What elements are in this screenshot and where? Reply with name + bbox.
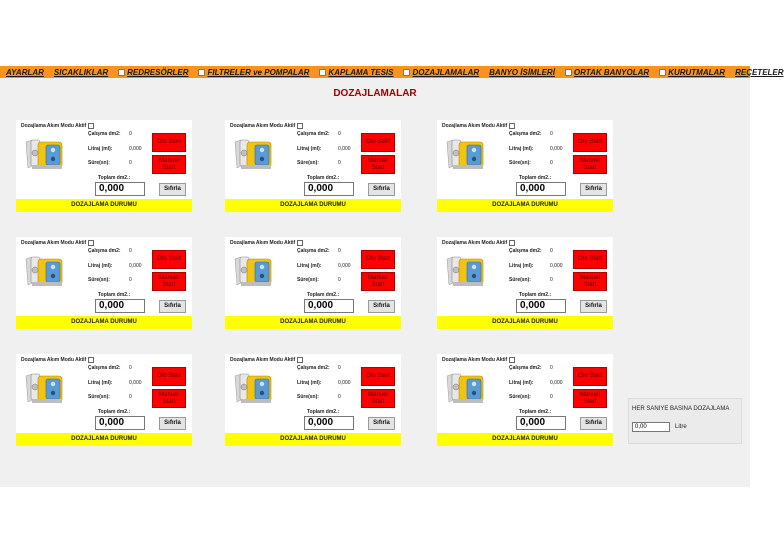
total-dm2-field[interactable]: 0,000 [516,182,566,196]
manuel-start-button[interactable]: Manuel Start [361,155,395,174]
nav-window-icon [403,69,410,76]
oto-start-button[interactable]: Oto Start [573,250,607,269]
dosing-per-second-title: HER SANIYE BASINA DOZAJLAMA [632,406,730,412]
litraj-label: Litraj (ml): [509,146,534,152]
current-mode-checkbox[interactable] [88,240,94,246]
calisma-label: Çalışma dm2: [297,248,330,254]
litraj-label: Litraj (ml): [297,263,322,269]
calisma-value: 0 [550,131,553,137]
litraj-value: 0,000 [550,146,563,152]
current-mode-checkbox[interactable] [509,240,515,246]
dosing-unit [225,237,401,329]
calisma-label: Çalışma dm2: [297,365,330,371]
total-dm2-label: Toplam dm2.: [307,175,340,181]
dosing-pump-image [439,132,493,176]
dosing-unit [225,120,401,212]
current-mode-checkbox[interactable] [88,123,94,129]
current-mode-toggle[interactable] [230,357,303,363]
litraj-value: 0,000 [550,263,563,269]
current-mode-toggle[interactable] [21,123,94,129]
sure-value: 0 [129,160,132,166]
current-mode-label: Dozajlama Akım Modu Aktif [230,123,296,129]
total-dm2-label: Toplam dm2.: [519,292,552,298]
dosing-pump-image [18,132,72,176]
dosing-status-bar: DOZAJLAMA DURUMU [225,199,401,212]
calisma-label: Çalışma dm2: [88,248,121,254]
litraj-value: 0,000 [338,263,351,269]
dosing-status-bar: DOZAJLAMA DURUMU [437,316,613,329]
sure-label: Süre(sn): [88,277,110,283]
sure-label: Süre(sn): [509,277,531,283]
current-mode-label: Dozajlama Akım Modu Aktif [21,240,87,246]
sure-value: 0 [129,394,132,400]
calisma-label: Çalışma dm2: [88,131,121,137]
manuel-start-button[interactable]: Manuel Start [152,272,186,291]
dosing-per-second-panel [628,398,742,444]
current-mode-label: Dozajlama Akım Modu Aktif [442,123,508,129]
nav-item-2[interactable] [118,68,188,77]
current-mode-checkbox[interactable] [297,240,303,246]
manuel-start-button[interactable]: Manuel Start [152,389,186,408]
nav-window-icon [118,69,125,76]
dosing-pump-image [18,366,72,410]
reset-button[interactable]: Sıfırla [159,183,186,196]
litraj-label: Litraj (ml): [297,146,322,152]
current-mode-toggle[interactable] [230,123,303,129]
current-mode-checkbox[interactable] [297,357,303,363]
total-dm2-label: Toplam dm2.: [98,175,131,181]
current-mode-checkbox[interactable] [509,357,515,363]
nav-item-5[interactable] [403,68,479,77]
calisma-label: Çalışma dm2: [509,131,542,137]
current-mode-label: Dozajlama Akım Modu Aktif [21,123,87,129]
current-mode-label: Dozajlama Akım Modu Aktif [442,240,508,246]
dosing-status-bar: DOZAJLAMA DURUMU [16,199,192,212]
nav-item-label: REÇETELER [735,67,784,77]
oto-start-button[interactable]: Oto Start [361,133,395,152]
reset-button[interactable]: Sıfırla [580,300,607,313]
calisma-value: 0 [338,248,341,254]
nav-item-7[interactable] [565,68,649,77]
dosing-unit [437,120,613,212]
current-mode-checkbox[interactable] [297,123,303,129]
calisma-label: Çalışma dm2: [509,365,542,371]
dosing-status-bar: DOZAJLAMA DURUMU [16,316,192,329]
nav-item-label: ORTAK BANYOLAR [573,67,650,77]
oto-start-button[interactable]: Oto Start [152,367,186,386]
dosing-pump-image [227,249,281,293]
nav-item-3[interactable] [198,68,309,77]
current-mode-checkbox[interactable] [88,357,94,363]
current-mode-toggle[interactable] [230,240,303,246]
total-dm2-field[interactable]: 0,000 [304,299,354,313]
total-dm2-label: Toplam dm2.: [98,409,131,415]
dosing-status-bar: DOZAJLAMA DURUMU [437,199,613,212]
litraj-label: Litraj (ml): [88,263,113,269]
dosing-unit [437,354,613,446]
current-mode-label: Dozajlama Akım Modu Aktif [21,357,87,363]
total-dm2-label: Toplam dm2.: [307,292,340,298]
nav-item-label: BANYO İSİMLERİ [489,67,555,77]
total-dm2-field[interactable]: 0,000 [95,416,145,430]
litraj-value: 0,000 [129,146,142,152]
reset-button[interactable]: Sıfırla [368,183,395,196]
calisma-value: 0 [129,365,132,371]
nav-window-icon [198,69,205,76]
current-mode-toggle[interactable] [21,357,94,363]
sure-value: 0 [129,277,132,283]
total-dm2-field[interactable]: 0,000 [95,299,145,313]
calisma-value: 0 [550,365,553,371]
nav-item-4[interactable] [319,68,393,77]
dosing-pump-image [227,366,281,410]
dosing-pump-image [439,366,493,410]
litraj-value: 0,000 [129,263,142,269]
current-mode-toggle[interactable] [442,123,515,129]
reset-button[interactable]: Sıfırla [580,417,607,430]
manuel-start-button[interactable]: Manuel Start [573,272,607,291]
nav-item-8[interactable] [659,68,725,77]
nav-window-icon [659,69,666,76]
litraj-value: 0,000 [129,380,142,386]
calisma-value: 0 [129,131,132,137]
manuel-start-button[interactable]: Manuel Start [573,389,607,408]
sure-label: Süre(sn): [509,160,531,166]
litraj-label: Litraj (ml): [509,263,534,269]
sure-value: 0 [550,160,553,166]
nav-item-9[interactable] [735,68,783,77]
current-mode-toggle[interactable] [442,240,515,246]
dosing-unit [225,354,401,446]
dosing-status-bar: DOZAJLAMA DURUMU [225,316,401,329]
dosing-pump-image [227,132,281,176]
calisma-value: 0 [338,131,341,137]
total-dm2-label: Toplam dm2.: [519,409,552,415]
current-mode-toggle[interactable] [21,240,94,246]
total-dm2-field[interactable]: 0,000 [304,416,354,430]
nav-window-icon [319,69,326,76]
total-dm2-label: Toplam dm2.: [98,292,131,298]
dosing-unit [437,237,613,329]
nav-item-label: DOZAJLAMALAR [412,67,480,77]
dosing-unit [16,237,192,329]
nav-item-label: FILTRELER ve POMPALAR [207,67,310,77]
current-mode-checkbox[interactable] [509,123,515,129]
nav-item-0[interactable] [6,68,44,77]
litraj-value: 0,000 [550,380,563,386]
sure-label: Süre(sn): [297,277,319,283]
sure-label: Süre(sn): [297,160,319,166]
dosing-unit [16,354,192,446]
oto-start-button[interactable]: Oto Start [361,250,395,269]
reset-button[interactable]: Sıfırla [580,183,607,196]
reset-button[interactable]: Sıfırla [159,417,186,430]
sure-label: Süre(sn): [88,160,110,166]
manuel-start-button[interactable]: Manuel Start [152,155,186,174]
nav-item-label: REDRESÖRLER [127,67,189,77]
reset-button[interactable]: Sıfırla [159,300,186,313]
oto-start-button[interactable]: Oto Start [152,250,186,269]
manuel-start-button[interactable]: Manuel Start [361,389,395,408]
oto-start-button[interactable]: Oto Start [573,367,607,386]
calisma-value: 0 [338,365,341,371]
sure-value: 0 [338,394,341,400]
dosing-status-bar: DOZAJLAMA DURUMU [225,433,401,446]
calisma-value: 0 [550,248,553,254]
manuel-start-button[interactable]: Manuel Start [573,155,607,174]
calisma-label: Çalışma dm2: [88,365,121,371]
total-dm2-field[interactable]: 0,000 [95,182,145,196]
nav-item-1[interactable] [54,68,108,77]
nav-item-label: AYARLAR [6,67,44,77]
sure-value: 0 [338,277,341,283]
sure-value: 0 [550,394,553,400]
top-navigation-bar [0,66,784,78]
nav-item-label: SICAKLIKLAR [53,67,109,77]
oto-start-button[interactable]: Oto Start [361,367,395,386]
litraj-label: Litraj (ml): [88,146,113,152]
oto-start-button[interactable]: Oto Start [573,133,607,152]
calisma-value: 0 [129,248,132,254]
oto-start-button[interactable]: Oto Start [152,133,186,152]
nav-item-label: KURUTMALAR [668,67,726,77]
dosing-per-second-unit: Litre [675,424,687,430]
total-dm2-label: Toplam dm2.: [519,175,552,181]
calisma-label: Çalışma dm2: [297,131,330,137]
calisma-label: Çalışma dm2: [509,248,542,254]
manuel-start-button[interactable]: Manuel Start [361,272,395,291]
sure-value: 0 [338,160,341,166]
nav-item-6[interactable] [489,68,555,77]
dosing-status-bar: DOZAJLAMA DURUMU [437,433,613,446]
sure-label: Süre(sn): [297,394,319,400]
nav-item-label: KAPLAMA TESIS [328,67,394,77]
sure-label: Süre(sn): [509,394,531,400]
nav-window-icon [565,69,572,76]
dosing-per-second-input[interactable]: 0,00 [632,422,670,432]
total-dm2-label: Toplam dm2.: [307,409,340,415]
total-dm2-field[interactable]: 0,000 [304,182,354,196]
litraj-value: 0,000 [338,146,351,152]
dosing-status-bar: DOZAJLAMA DURUMU [16,433,192,446]
total-dm2-field[interactable]: 0,000 [516,299,566,313]
current-mode-toggle[interactable] [442,357,515,363]
total-dm2-field[interactable]: 0,000 [516,416,566,430]
dosing-pump-image [439,249,493,293]
reset-button[interactable]: Sıfırla [368,417,395,430]
page-title: DOZAJLAMALAR [333,88,417,99]
litraj-label: Litraj (ml): [297,380,322,386]
current-mode-label: Dozajlama Akım Modu Aktif [230,240,296,246]
litraj-label: Litraj (ml): [88,380,113,386]
litraj-value: 0,000 [338,380,351,386]
sure-label: Süre(sn): [88,394,110,400]
reset-button[interactable]: Sıfırla [368,300,395,313]
dosing-pump-image [18,249,72,293]
current-mode-label: Dozajlama Akım Modu Aktif [442,357,508,363]
dosing-unit [16,120,192,212]
sure-value: 0 [550,277,553,283]
current-mode-label: Dozajlama Akım Modu Aktif [230,357,296,363]
litraj-label: Litraj (ml): [509,380,534,386]
